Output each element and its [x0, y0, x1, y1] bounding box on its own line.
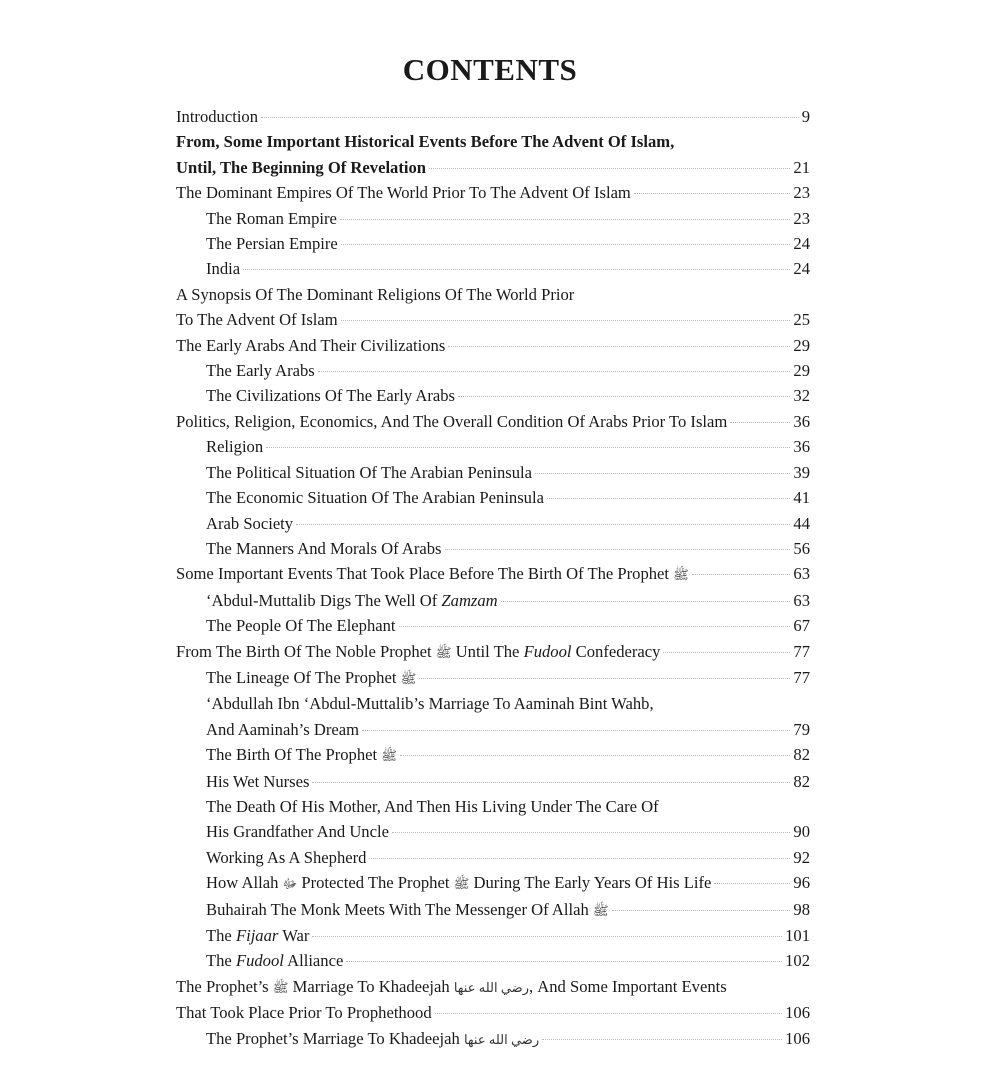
- page-number: 101: [785, 926, 810, 945]
- page-number: 102: [785, 951, 810, 971]
- title-segment: The Civilizations Of The Early Arabs: [206, 386, 456, 406]
- honorific-glyph: ﷺ: [381, 748, 397, 764]
- toc-entry-title: [206, 383, 455, 408]
- toc-entry-line: [206, 511, 810, 536]
- toc-entry-title: [176, 307, 338, 332]
- toc-entry-line: [206, 717, 810, 742]
- title-segment: Confederacy: [571, 641, 661, 661]
- dot-leader: [296, 524, 790, 525]
- dot-leader: [312, 782, 790, 783]
- toc-entry-title: [176, 132, 674, 151]
- title-segment: ‘Abdul-Muttalib Digs The Well Of: [206, 590, 442, 610]
- toc-entry-line: [176, 307, 810, 332]
- toc-entry[interactable]: [176, 974, 810, 1026]
- title-segment: His Wet Nurses: [206, 771, 310, 791]
- title-segment: War: [278, 926, 310, 945]
- title-segment: Politics, Religion, Economics, And The Overall Condition Of Arabs Prior To Islam: [176, 411, 728, 431]
- toc-subentry[interactable]: [176, 588, 810, 613]
- dot-leader: [419, 678, 790, 679]
- page-number: 79: [793, 719, 810, 739]
- toc-subentry[interactable]: [176, 358, 810, 383]
- page-number: 63: [793, 564, 810, 584]
- toc-subentry[interactable]: [176, 769, 810, 794]
- toc-entry-line: [206, 769, 810, 794]
- toc-entry[interactable]: [176, 409, 810, 434]
- toc-entry-title: [206, 923, 309, 948]
- page-title: CONTENTS: [402, 52, 578, 87]
- toc-entry-line: [206, 358, 810, 383]
- toc-subentry[interactable]: [176, 665, 810, 691]
- title-segment: The: [206, 926, 236, 945]
- toc-entry[interactable]: [176, 561, 810, 587]
- toc-entry-title: [176, 155, 426, 180]
- dot-leader: [266, 447, 790, 448]
- title-segment: Protected The Prophet: [297, 873, 454, 893]
- title-segment: The Prophet’s: [176, 976, 273, 996]
- toc-entry[interactable]: [176, 104, 810, 129]
- dot-leader: [341, 320, 791, 321]
- dot-leader: [542, 1039, 782, 1040]
- dot-leader: [612, 910, 791, 911]
- honorific-glyph: ﷺ: [435, 644, 452, 660]
- title-segment: The Political Situation Of The Arabian Peninsula: [206, 462, 532, 482]
- title-segment: The Death Of His Mother, And Then His Living Under The Care Of: [206, 796, 659, 816]
- title-segment: The Economic Situation Of The Arabian Peninsula: [206, 488, 544, 508]
- honorific-glyph: رضي الله عنها: [463, 1031, 540, 1047]
- page-number: 32: [793, 386, 810, 406]
- toc-entry-title: [206, 948, 343, 973]
- toc-subentry[interactable]: [176, 231, 810, 256]
- page-number: 29: [793, 335, 810, 355]
- page-number: 23: [793, 183, 810, 203]
- toc-subentry[interactable]: [176, 485, 810, 510]
- toc-entry[interactable]: [176, 282, 810, 333]
- toc-subentry[interactable]: [176, 511, 810, 536]
- toc-entry-line: [206, 794, 810, 819]
- dot-leader: [392, 832, 790, 833]
- page-number: 36: [793, 411, 810, 431]
- toc-entry-line: [206, 923, 810, 948]
- dot-leader: [312, 936, 782, 937]
- toc-entry-title: [206, 511, 293, 536]
- dot-leader: [243, 269, 790, 270]
- page-number: 24: [793, 259, 810, 279]
- toc-entry-line: [206, 613, 810, 638]
- page-number: 25: [793, 310, 810, 330]
- toc-entry-title: [206, 819, 389, 844]
- title-segment: Introduction: [176, 107, 259, 126]
- dot-leader: [362, 730, 790, 731]
- dot-leader: [400, 755, 790, 756]
- toc-subentry[interactable]: [176, 742, 810, 768]
- toc-entry[interactable]: [176, 333, 810, 358]
- title-segment: Until, The Beginning Of Revelation: [176, 157, 427, 177]
- toc-entry-line: [206, 845, 810, 870]
- title-segment: The Dominant Empires Of The World Prior To The Advent Of Islam: [176, 183, 631, 203]
- toc-entry-title: [176, 409, 727, 434]
- toc-subentry[interactable]: [176, 1026, 810, 1052]
- toc-entry-line: [206, 536, 810, 561]
- dot-leader: [535, 473, 790, 474]
- title-segment: A Synopsis Of The Dominant Religions Of The World Prior: [176, 284, 575, 304]
- page-number: 24: [793, 234, 810, 254]
- page-number: 90: [793, 822, 810, 842]
- toc-entry-title: [206, 717, 359, 742]
- title-segment: Buhairah The Monk Meets With The Messenger Of Allah: [206, 899, 593, 919]
- page-number: 36: [793, 437, 810, 457]
- toc-entry-title: [206, 434, 263, 459]
- toc-subentry[interactable]: [176, 536, 810, 561]
- toc-subentry[interactable]: [176, 434, 810, 459]
- toc-subentry[interactable]: [176, 613, 810, 638]
- dot-leader: [663, 652, 790, 653]
- honorific-glyph: ﷺ: [673, 567, 689, 583]
- toc-entry-title: [206, 231, 338, 256]
- toc-entry-line: [176, 104, 810, 129]
- toc-entry-title: [176, 977, 727, 996]
- title-segment: Fudool: [235, 951, 284, 971]
- toc-entry[interactable]: [176, 639, 810, 665]
- page-number: 63: [793, 590, 810, 610]
- title-segment: Marriage To Khadeejah: [288, 976, 454, 996]
- title-segment: Until The: [451, 641, 524, 661]
- dot-leader: [730, 422, 790, 423]
- dot-leader: [261, 117, 799, 118]
- toc-entry-title: [176, 561, 689, 587]
- toc-subentry[interactable]: [176, 206, 810, 231]
- title-segment: The Early Arabs: [206, 361, 315, 381]
- dot-leader: [714, 883, 790, 884]
- title-segment: The: [206, 951, 236, 971]
- toc-subentry[interactable]: [176, 948, 810, 973]
- toc-entry-title: [176, 1000, 432, 1025]
- page-number: 67: [793, 616, 810, 636]
- toc-entry-title: [206, 1026, 539, 1052]
- page-number: 77: [793, 667, 810, 687]
- page-number: 77: [793, 641, 810, 661]
- toc-entry-title: [176, 285, 574, 304]
- toc-subentry[interactable]: [176, 845, 810, 870]
- toc-entry-title: [206, 485, 544, 510]
- toc-entry-title: [176, 104, 258, 129]
- title-segment: And Aaminah’s Dream: [206, 719, 359, 739]
- title-segment: The Early Arabs And Their Civilizations: [176, 335, 446, 355]
- dot-leader: [340, 219, 791, 220]
- title-segment: Working As A Shepherd: [206, 847, 367, 867]
- toc-entry-line: [206, 691, 810, 716]
- toc-subentry[interactable]: [176, 383, 810, 408]
- toc-entry-line: [206, 256, 810, 281]
- title-segment: Zamzam: [441, 590, 498, 610]
- toc-entry-line: [176, 282, 810, 307]
- page-number: 106: [785, 1028, 810, 1048]
- title-segment: Some Important Events That Took Place Before The Birth Of The Prophet: [176, 564, 674, 584]
- toc-entry-line: [206, 742, 810, 768]
- title-segment: How Allah: [206, 873, 283, 893]
- dot-leader: [341, 244, 791, 245]
- page-number: 41: [793, 488, 810, 508]
- honorific-glyph: ﷺ: [272, 979, 289, 995]
- title-segment: During The Early Years Of His Life: [469, 873, 712, 893]
- toc-subentry[interactable]: [176, 256, 810, 281]
- toc-subentry[interactable]: [176, 897, 810, 923]
- title-segment: Alliance: [283, 951, 344, 971]
- toc-entry-line: [176, 129, 810, 154]
- page-number: 21: [793, 157, 810, 177]
- page-number: 9: [801, 107, 810, 126]
- toc-entry-title: [206, 536, 442, 561]
- page-number: 98: [793, 899, 810, 919]
- page-number: 82: [793, 745, 810, 765]
- toc-entry-title: [176, 180, 631, 205]
- toc-entry-line: [176, 974, 810, 1000]
- toc-entry-title: [206, 897, 609, 923]
- dot-leader: [346, 961, 782, 962]
- page-number: 29: [793, 361, 810, 381]
- toc-subentry[interactable]: [176, 870, 810, 896]
- page-number: 106: [785, 1003, 810, 1023]
- toc-entry-title: [206, 845, 366, 870]
- title-segment: The Roman Empire: [206, 208, 337, 228]
- title-segment: India: [206, 259, 241, 279]
- toc-entry-line: [176, 180, 810, 205]
- toc-entry-title: [206, 206, 337, 231]
- dot-leader: [445, 549, 791, 550]
- toc-entry-line: [176, 409, 810, 434]
- title-segment: The Lineage Of The Prophet: [206, 667, 401, 687]
- toc-entry-line: [206, 948, 810, 973]
- dot-leader: [501, 601, 791, 602]
- title-segment: Religion: [206, 437, 264, 457]
- toc-entry-line: [206, 383, 810, 408]
- title-segment: The Birth Of The Prophet: [206, 745, 382, 765]
- toc-entry-title: [176, 333, 445, 358]
- title-segment: To The Advent Of Islam: [176, 310, 338, 330]
- dot-leader: [634, 193, 791, 194]
- honorific-glyph: رضي الله عنها: [453, 979, 529, 995]
- honorific-glyph: ﷺ: [400, 670, 417, 686]
- toc-subentry[interactable]: [176, 794, 810, 845]
- page-number: 39: [793, 462, 810, 482]
- title-segment: The Manners And Morals Of Arabs: [206, 538, 442, 558]
- title-segment: , And Some Important Events: [528, 976, 727, 996]
- toc-entry-line: [206, 460, 810, 485]
- dot-leader: [435, 1013, 782, 1014]
- page-number: 23: [793, 208, 810, 228]
- title-segment: Fudool: [523, 641, 572, 661]
- dot-leader: [318, 371, 791, 372]
- toc-entry-title: [206, 665, 416, 691]
- title-segment: From, Some Important Historical Events Before The Advent Of Islam,: [176, 132, 675, 152]
- toc-entry-line: [206, 819, 810, 844]
- title-segment: ‘Abdullah Ibn ‘Abdul-Muttalib’s Marriage To Aaminah Bint Wahb,: [206, 694, 654, 714]
- toc-entry-line: [176, 155, 810, 180]
- honorific-glyph: ﷺ: [453, 876, 470, 892]
- toc-entry-title: [206, 694, 654, 713]
- title-segment: That Took Place Prior To Prophethood: [176, 1003, 432, 1023]
- dot-leader: [448, 346, 790, 347]
- toc-entry-line: [206, 231, 810, 256]
- title-segment: From The Birth Of The Noble Prophet: [176, 641, 436, 661]
- title-segment: His Grandfather And Uncle: [206, 822, 389, 842]
- toc-entry[interactable]: [176, 129, 810, 180]
- dot-leader: [458, 396, 790, 397]
- toc-entry[interactable]: [176, 180, 810, 205]
- toc-entry-line: [176, 333, 810, 358]
- toc-entry-title: [206, 769, 309, 794]
- dot-leader: [547, 498, 790, 499]
- toc-subentry[interactable]: [176, 923, 810, 948]
- toc-entry-line: [206, 485, 810, 510]
- toc-entry-title: [206, 460, 532, 485]
- toc-entry-title: [206, 742, 397, 768]
- toc-entry-line: [206, 870, 810, 896]
- title-segment: The Persian Empire: [206, 234, 338, 254]
- toc-entry-title: [206, 797, 659, 816]
- toc-subentry[interactable]: [176, 460, 810, 485]
- toc-entry-title: [206, 256, 240, 281]
- toc-entry-title: [206, 613, 396, 638]
- page-number: 96: [793, 873, 810, 893]
- honorific-glyph: ﷺ: [592, 902, 609, 918]
- honorific-glyph: ﷻ: [282, 876, 298, 892]
- toc-entry-line: [206, 665, 810, 691]
- dot-leader: [399, 626, 791, 627]
- toc-entry-line: [206, 588, 810, 613]
- toc-entry-title: [206, 588, 498, 613]
- toc-entry-line: [206, 434, 810, 459]
- dot-leader: [369, 858, 790, 859]
- title-segment: The People Of The Elephant: [206, 616, 396, 636]
- page-number: 82: [793, 771, 810, 791]
- toc-entry-line: [206, 1026, 810, 1052]
- toc-entry-line: [176, 1000, 810, 1025]
- dot-leader: [429, 168, 790, 169]
- toc-entry-line: [176, 561, 810, 587]
- dot-leader: [692, 574, 791, 575]
- toc-entry-line: [176, 639, 810, 665]
- title-segment: Arab Society: [206, 513, 294, 533]
- toc-entry-line: [206, 206, 810, 231]
- toc-subentry[interactable]: [176, 691, 810, 742]
- page-number: 56: [793, 538, 810, 558]
- title-segment: The Prophet’s Marriage To Khadeejah: [206, 1028, 464, 1048]
- toc-entry-title: [206, 870, 711, 896]
- toc-entry-line: [206, 897, 810, 923]
- page-number: 44: [793, 513, 810, 533]
- toc-entry-title: [206, 358, 315, 383]
- table-of-contents: [176, 104, 810, 1052]
- title-segment: Fijaar: [235, 926, 279, 945]
- page-number: 92: [793, 847, 810, 867]
- toc-entry-title: [176, 639, 660, 665]
